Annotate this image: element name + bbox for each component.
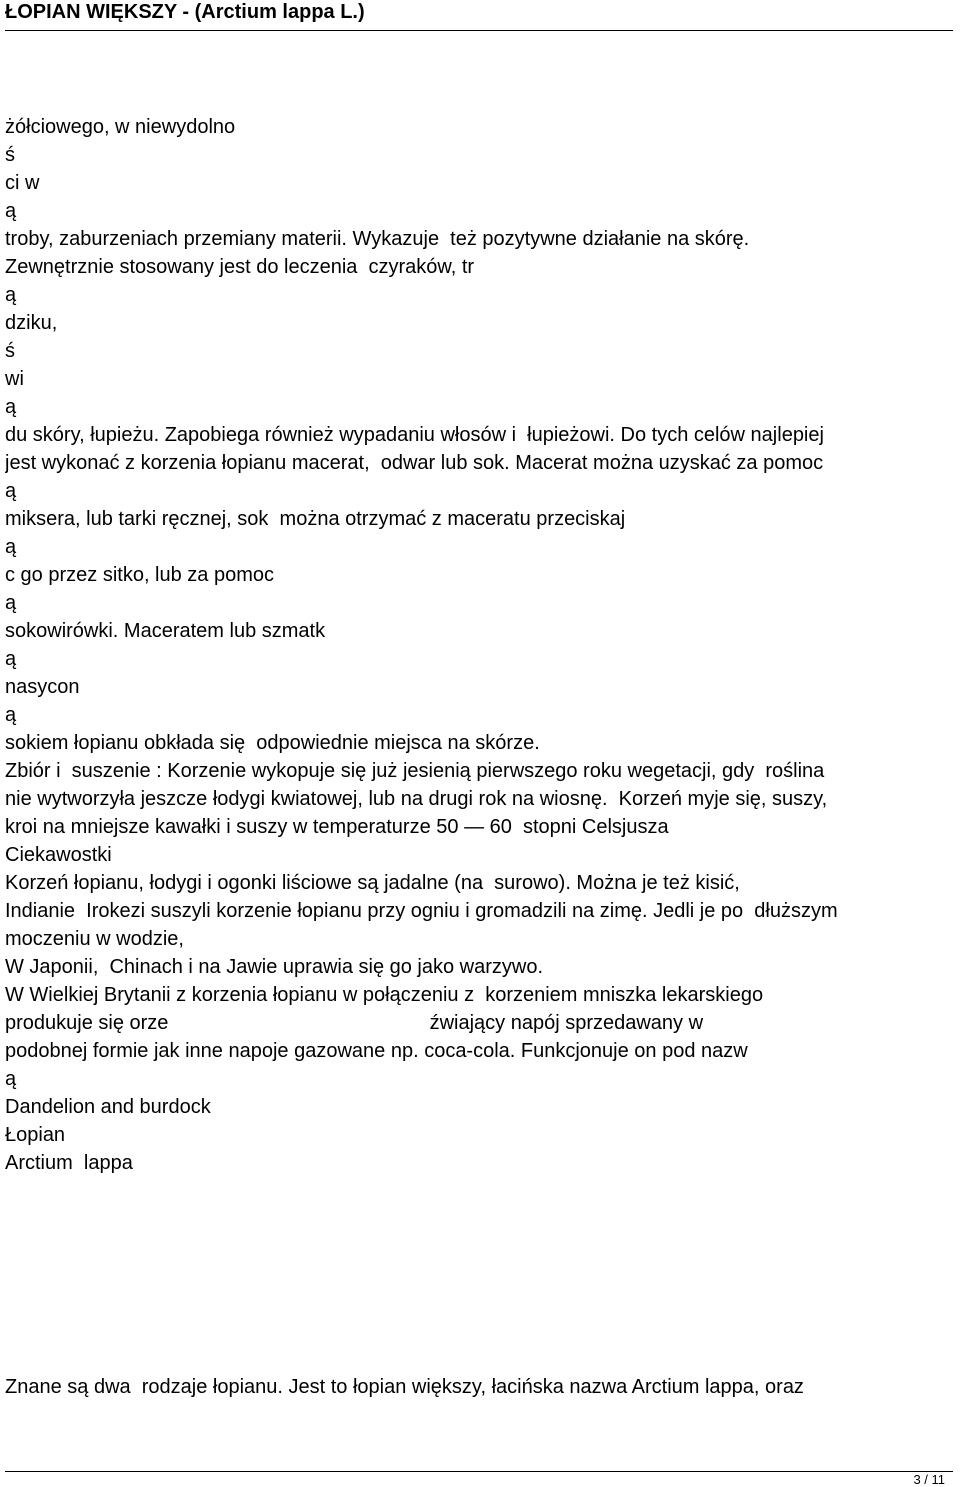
text-line: ą: [5, 480, 17, 502]
text-line: Łopian: [5, 1124, 66, 1146]
header-divider: [5, 30, 953, 31]
text-line: nasycon: [5, 676, 80, 698]
text-line: jest wykonać z korzenia łopianu macerat, odwar lub sok. Macerat można uzyskać za pomoc: [5, 452, 824, 474]
footer-divider: [5, 1471, 953, 1472]
text-line: Indianie Irokezi suszyli korzenie łopianu przy ogniu i gromadzili na zimę. Jedli je po dłuższym: [5, 900, 838, 922]
text-line: ą: [5, 284, 17, 306]
page-header-title: ŁOPIAN WIĘKSZY - (Arctium lappa L.): [5, 1, 365, 23]
text-line: produkuje się orze źwiający napój sprzedawany w: [5, 1012, 704, 1034]
page-number: 3 / 11: [913, 1472, 945, 1487]
text-line: du skóry, łupieżu. Zapobiega również wypadaniu włosów i łupieżowi. Do tych celów najlepiej: [5, 424, 824, 446]
text-line: ą: [5, 200, 17, 222]
text-line: miksera, lub tarki ręcznej, sok można otrzymać z maceratu przeciskaj: [5, 508, 626, 530]
text-line: kroi na mniejsze kawałki i suszy w temperaturze 50 — 60 stopni Celsjusza: [5, 816, 669, 838]
text-line: Korzeń łopianu, łodygi i ogonki liściowe są jadalne (na surowo). Można je też kisić,: [5, 872, 740, 894]
text-line: W Wielkiej Brytanii z korzenia łopianu w połączeniu z korzeniem mniszka lekarskiego: [5, 984, 764, 1006]
text-line: c go przez sitko, lub za pomoc: [5, 564, 275, 586]
body-text: [5, 113, 955, 1177]
text-line: ą: [5, 1068, 17, 1090]
text-line: ą: [5, 648, 17, 670]
text-line: sokiem łopianu obkłada się odpowiednie miejsca na skórze.: [5, 732, 540, 754]
text-line: Dandelion and burdock: [5, 1096, 211, 1118]
text-line: sokowirówki. Maceratem lub szmatk: [5, 620, 326, 642]
text-line: wi: [5, 368, 24, 390]
text-line: ś: [5, 340, 15, 362]
text-line: żółciowego, w niewydolno: [5, 116, 236, 138]
section-heading-ciekawostki: Ciekawostki: [5, 844, 112, 866]
text-line: moczeniu w wodzie,: [5, 928, 184, 950]
text-line: ą: [5, 592, 17, 614]
text-line: ą: [5, 704, 17, 726]
text-line: Zewnętrznie stosowany jest do leczenia czyraków, tr: [5, 256, 475, 278]
text-line: dziku,: [5, 312, 58, 334]
text-line: ci w: [5, 172, 40, 194]
text-line: ś: [5, 144, 15, 166]
text-line: nie wytworzyła jeszcze łodygi kwiatowej, lub na drugi rok na wiosnę. Korzeń myje się, suszy,: [5, 788, 828, 810]
text-line: ą: [5, 396, 17, 418]
text-line: troby, zaburzeniach przemiany materii. Wykazuje też pozytywne działanie na skórę.: [5, 228, 750, 250]
text-line: W Japonii, Chinach i na Jawie uprawia się go jako warzywo.: [5, 956, 544, 978]
text-line: ą: [5, 536, 17, 558]
bottom-paragraph-line: Znane są dwa rodzaje łopianu. Jest to łopian większy, łacińska nazwa Arctium lappa, oraz: [5, 1376, 804, 1398]
text-line: Zbiór i suszenie : Korzenie wykopuje się już jesienią pierwszego roku wegetacji, gdy roślina: [5, 760, 825, 782]
text-line: Arctium lappa: [5, 1152, 133, 1174]
text-line: podobnej formie jak inne napoje gazowane np. coca-cola. Funkcjonuje on pod nazw: [5, 1040, 748, 1062]
